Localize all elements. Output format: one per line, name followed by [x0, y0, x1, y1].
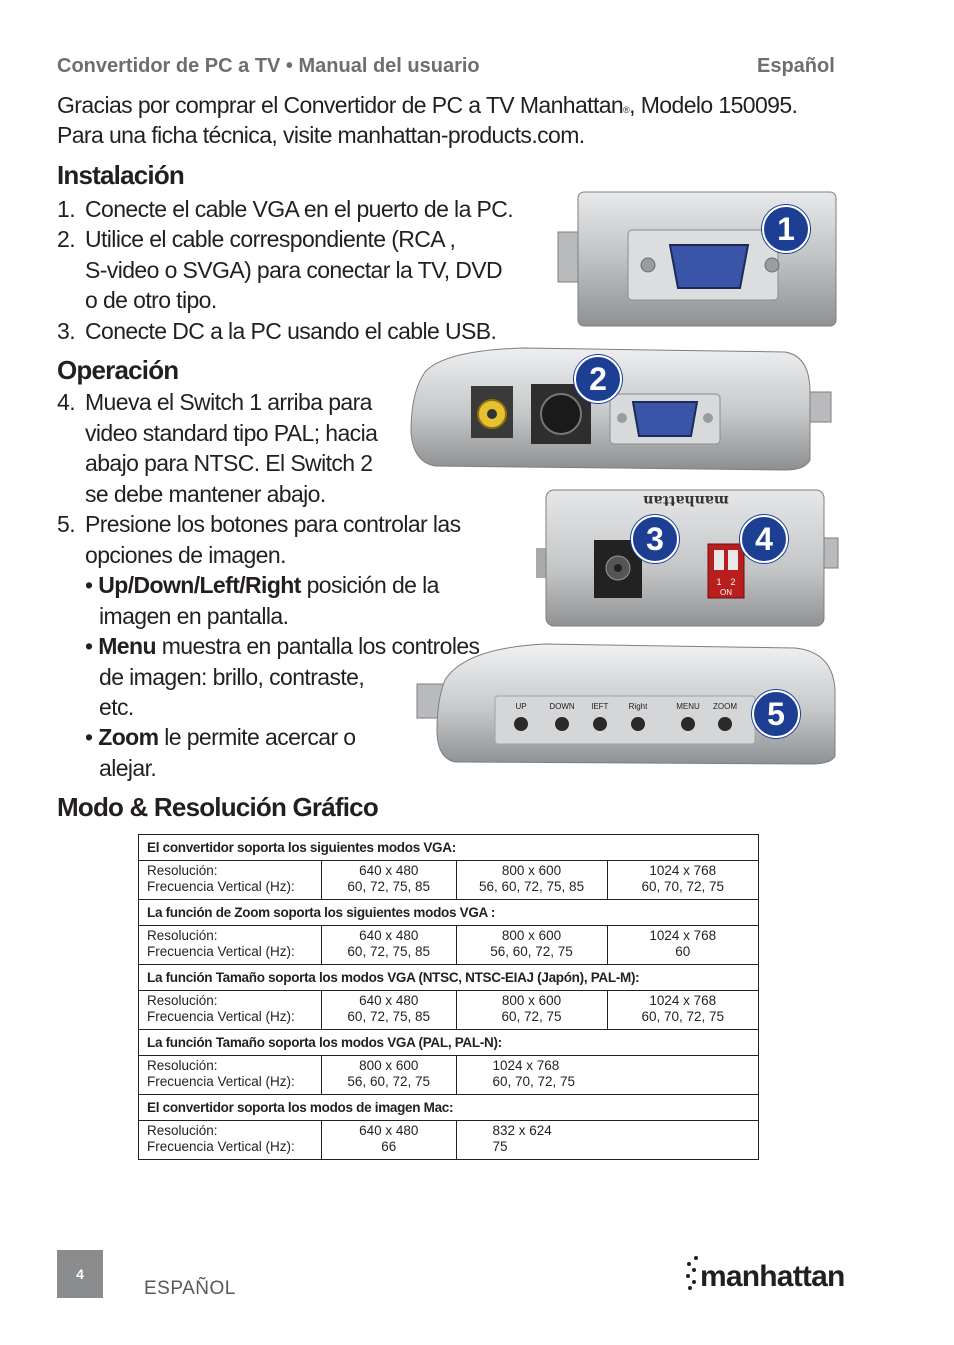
table-group-header — [139, 900, 759, 926]
dip-label-1: 1 — [716, 577, 722, 587]
button-menu-icon — [681, 717, 695, 731]
button-left-icon — [593, 717, 607, 731]
cell-resolution: 832 x 624 — [492, 1123, 552, 1138]
logo-dots-icon — [684, 1252, 700, 1292]
table-group-header — [139, 1030, 759, 1056]
table-row — [139, 861, 759, 900]
cell-frequency: 60, 70, 72, 75 — [641, 879, 725, 894]
cell-frequency: 60, 72, 75, 85 — [347, 1009, 430, 1024]
row-labels — [139, 1056, 322, 1095]
button-label-up: UP — [515, 702, 527, 711]
cell-frequency: 60 — [675, 944, 691, 959]
label-frequency: Frecuencia Vertical (Hz): — [147, 879, 295, 894]
section-heading-operation: Operación — [57, 355, 179, 385]
dip-label-2: 2 — [730, 577, 736, 587]
button-label-left: lEFT — [591, 702, 609, 711]
cell-frequency: 56, 60, 72, 75, 85 — [478, 879, 585, 894]
button-label-zoom: ZOOM — [713, 702, 737, 711]
table-cell — [321, 861, 456, 900]
manhattan-logo: manhattan — [684, 1252, 845, 1294]
label-frequency: Frecuencia Vertical (Hz): — [147, 1074, 295, 1089]
label-frequency: Frecuencia Vertical (Hz): — [147, 1009, 295, 1024]
section-heading-installation: Instalación — [57, 160, 185, 190]
cell-frequency: 56, 60, 72, 75 — [490, 944, 573, 959]
row-labels — [139, 861, 322, 900]
table-row — [139, 991, 759, 1030]
cell-resolution: 640 x 480 — [359, 928, 419, 943]
step-1: 1. Conecte el cable VGA en el puerto de la PC. — [57, 196, 514, 222]
table-cell — [456, 991, 607, 1030]
step-2: 2. Utilice el cable correspondiente (RCA , S-video o SVGA) para conectar la TV, DVD o de otro tipo. — [57, 226, 503, 313]
button-label-menu: MENU — [676, 702, 700, 711]
label-resolution: Resolución: — [147, 1058, 218, 1073]
cell-resolution: 800 x 600 — [501, 863, 562, 878]
callout-badge-5: 5 — [752, 690, 800, 738]
label-resolution: Resolución: — [147, 1123, 218, 1138]
table-cell — [607, 991, 758, 1030]
bullet-zoom: • Zoom le permite acercar o alejar. — [85, 724, 356, 781]
vga-modes-table — [138, 834, 759, 1160]
table-cell — [456, 1056, 759, 1095]
row-labels — [139, 1121, 322, 1160]
cell-resolution: 640 x 480 — [359, 1123, 419, 1138]
cell-resolution: 800 x 600 — [501, 928, 562, 943]
button-right-icon — [631, 717, 645, 731]
cell-resolution: 800 x 600 — [501, 993, 562, 1008]
cell-frequency: 75 — [492, 1139, 508, 1154]
footer-language: ESPAÑOL — [144, 1278, 236, 1299]
section-heading-mode-resolution: Modo & Resolución Gráfico — [57, 792, 378, 822]
table-cell — [321, 991, 456, 1030]
step-4: 4. Mueva el Switch 1 arriba para video standard tipo PAL; hacia abajo para NTSC. El Switch 2 se debe mantener abajo. — [57, 389, 378, 507]
label-resolution: Resolución: — [147, 863, 218, 878]
cell-frequency: 60, 70, 72, 75 — [641, 1009, 725, 1024]
cell-frequency: 60, 70, 72, 75 — [492, 1074, 576, 1089]
callout-badge-2: 2 — [574, 355, 622, 403]
table-cell — [321, 1121, 456, 1160]
cell-frequency: 66 — [381, 1139, 397, 1154]
callout-badge-3: 3 — [631, 515, 679, 563]
table-cell — [456, 861, 607, 900]
cell-resolution: 640 x 480 — [359, 993, 419, 1008]
callout-badge-1: 1 — [762, 205, 810, 253]
table-group-title: La función Tamaño soporta los modos VGA (NTSC, NTSC-EIAJ (Japón), PAL-M): — [139, 965, 759, 991]
cell-frequency: 56, 60, 72, 75 — [347, 1074, 430, 1089]
cell-frequency: 60, 72, 75, 85 — [347, 944, 430, 959]
device-photo-output-ports — [405, 342, 835, 472]
table-row — [139, 1056, 759, 1095]
label-frequency: Frecuencia Vertical (Hz): — [147, 944, 295, 959]
table-group-title: La función Tamaño soporta los modos VGA (PAL, PAL-N): — [139, 1030, 759, 1056]
cell-frequency: 60, 72, 75 — [501, 1009, 562, 1024]
table-group-title: La función de Zoom soporta los siguientes modos VGA : — [139, 900, 759, 926]
table-group-header — [139, 835, 759, 861]
cell-resolution: 1024 x 768 — [492, 1058, 560, 1073]
label-frequency: Frecuencia Vertical (Hz): — [147, 1139, 295, 1154]
cell-resolution: 1024 x 768 — [649, 863, 717, 878]
device-photo-power-switch — [536, 488, 840, 630]
cell-resolution: 800 x 600 — [359, 1058, 419, 1073]
table-cell — [321, 926, 456, 965]
intro-paragraph: Gracias por comprar el Convertidor de PC a TV Manhattan®, Modelo 150095. Para una ficha técnica, visite manhattan-products.com. — [57, 92, 798, 148]
table-group-title: El convertidor soporta los siguientes modos VGA: — [139, 835, 759, 861]
row-labels — [139, 926, 322, 965]
bullet-menu: • Menu muestra en pantalla los controles de imagen: brillo, contraste, etc. — [85, 633, 480, 720]
cell-frequency: 60, 72, 75, 85 — [347, 879, 430, 894]
button-label-right: Right — [628, 702, 648, 711]
table-row — [139, 1121, 759, 1160]
cell-resolution: 640 x 480 — [359, 863, 419, 878]
cell-resolution: 1024 x 768 — [649, 993, 717, 1008]
button-up-icon — [514, 717, 528, 731]
step-5: 5. Presione los botones para controlar las opciones de imagen. — [57, 511, 461, 568]
running-header-title: Convertidor de PC a TV • Manual del usuario — [57, 55, 480, 77]
table-group-title: El convertidor soporta los modos de imagen Mac: — [139, 1095, 759, 1121]
table-group-header — [139, 1095, 759, 1121]
button-down-icon — [555, 717, 569, 731]
mirrored-brand-text: manhattan — [643, 492, 729, 508]
cell-resolution: 1024 x 768 — [649, 928, 717, 943]
label-resolution: Resolución: — [147, 928, 218, 943]
table-cell — [456, 1121, 759, 1160]
row-labels — [139, 991, 322, 1030]
table-cell — [456, 926, 607, 965]
table-cell — [321, 1056, 456, 1095]
callout-badge-4: 4 — [740, 515, 788, 563]
table-cell — [607, 926, 758, 965]
table-row — [139, 926, 759, 965]
label-resolution: Resolución: — [147, 993, 218, 1008]
step-3: 3. Conecte DC a la PC usando el cable USB. — [57, 318, 497, 344]
table-cell — [607, 861, 758, 900]
bullet-directional: • Up/Down/Left/Right posición de la imagen en pantalla. — [85, 572, 439, 629]
table-group-header — [139, 965, 759, 991]
button-label-down: DOWN — [549, 702, 575, 711]
running-header-language: Español — [757, 55, 835, 77]
button-zoom-icon — [718, 717, 732, 731]
dip-label-on: ON — [720, 588, 732, 597]
page-number: 4 — [57, 1250, 103, 1298]
